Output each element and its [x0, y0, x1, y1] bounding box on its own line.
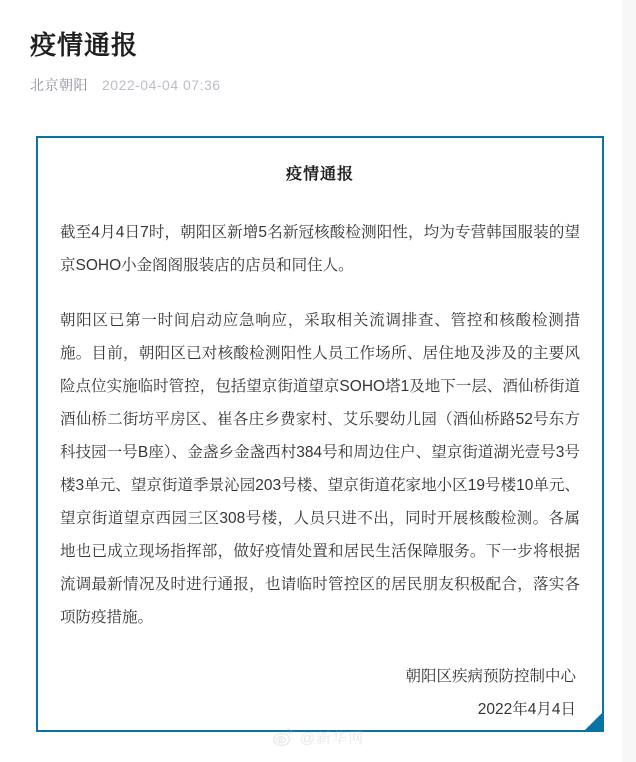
notice-body [60, 216, 580, 634]
article-header [0, 0, 636, 95]
page-right-edge [622, 0, 636, 762]
watermark-text: @新华网 [299, 729, 365, 747]
notice-signature-block [60, 660, 580, 726]
article-meta [30, 75, 636, 95]
weibo-logo-icon [272, 726, 294, 748]
meta-source-label: 北京朝阳 [30, 77, 88, 94]
meta-timestamp: 2022-04-04 07:36 [102, 77, 221, 94]
watermark [0, 726, 636, 748]
notice-card [36, 136, 604, 732]
page-title: 疫情通报 [30, 30, 139, 60]
notice-heading: 疫情通报 [285, 166, 354, 183]
notice-paragraph: 朝阳区已第一时间启动应急响应，采取相关流调排查、管控和核酸检测措施。目前，朝阳区已对核酸检测阳性人员工作场所、居住地及涉及的主要风险点位实施临时管控，包括望京街道望京SOHO塔1及地下一层、酒仙桥街道酒仙桥二街坊平房区、崔各庄乡费家村、艾乐婴幼儿园（酒仙桥路52号东方科技园一号B座）、金盏乡金盏西村384号和周边住户、望京街道湖光壹号3号楼3单元、望京街道季景沁园203号楼、望京街道花家地小区19号楼10单元、望京街道望京西园三区308号楼，人员只进不出，同时开展核酸检测。各属地也已成立现场指挥部，做好疫情处置和居民生活保障服务。下一步将根据流调最新情况及时进行通报，也请临时管控区的居民朋友积极配合，落实各项防疫措施。 [60, 311, 580, 626]
notice-paragraph: 截至4月4日7时，朝阳区新增5名新冠核酸检测阳性，均为专营韩国服装的望京SOHO小金阁阁服装店的店员和同住人。 [60, 223, 580, 274]
signature-organization: 朝阳区疾病预防控制中心 [405, 667, 576, 685]
signature-date: 2022年4月4日 [477, 700, 576, 718]
notice-inner [38, 138, 602, 726]
